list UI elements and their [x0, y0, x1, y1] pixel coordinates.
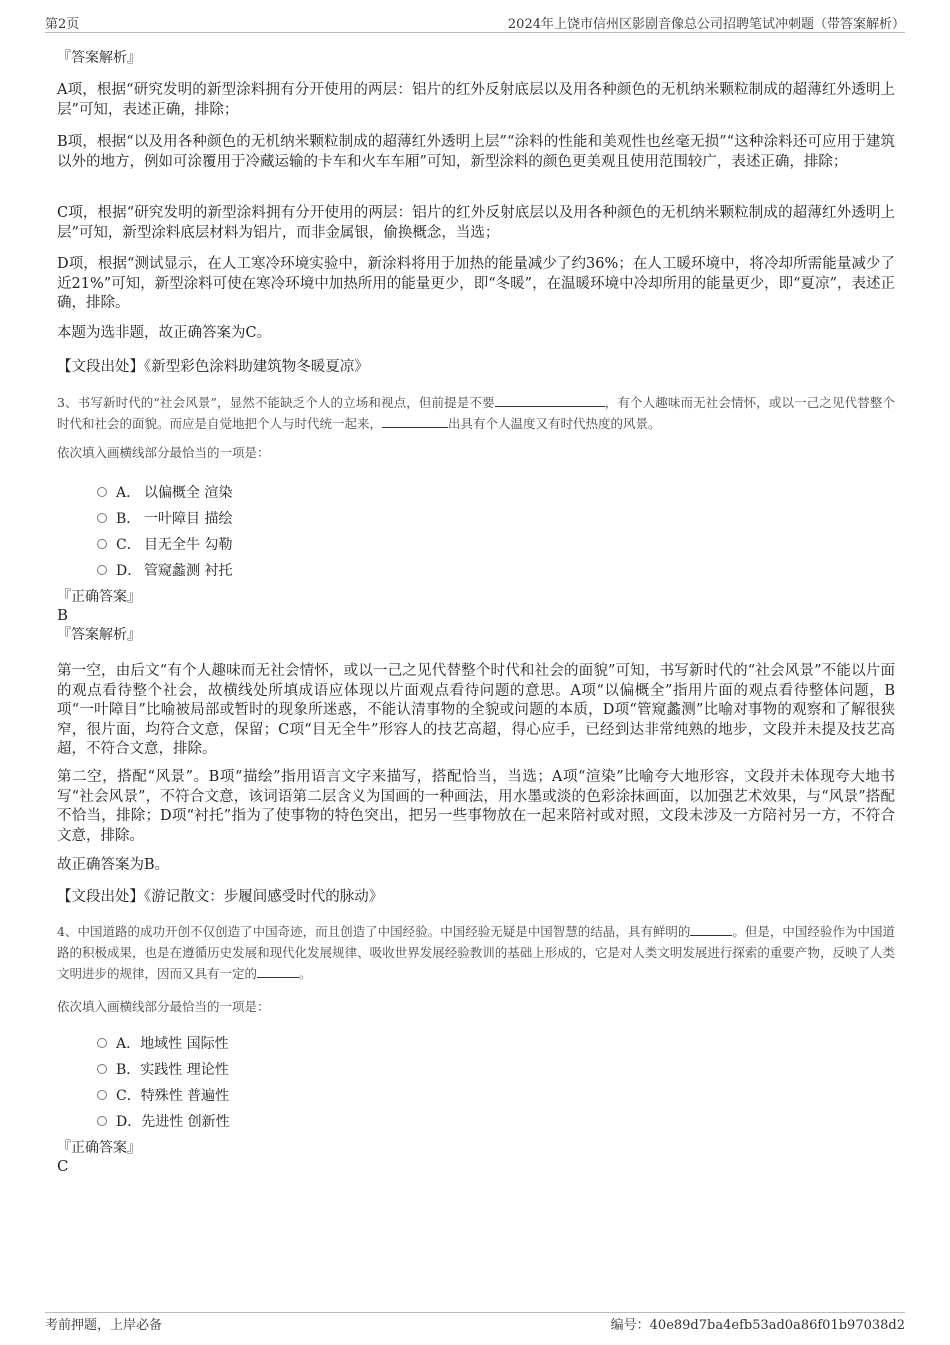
- q4-text-part2: 。但是，中国经验作为中国道路的积极成果，也是在遵循历史发展和现代化发展规律、吸收世界发展经验教训的基础上形成的，它是对人类文明发展进行探索的重要产物，反映了人类文明进步的规律，因而又具有一定的: [57, 924, 895, 981]
- option-letter: C．: [116, 537, 141, 553]
- option-text: 特殊性 普遍性: [140, 1088, 230, 1104]
- radio-icon[interactable]: [97, 539, 107, 549]
- q2-analysis-para-c: C项，根据“研究发明的新型涂料拥有分开使用的两层：铝片的红外反射底层以及用各种颜色的无机纳米颗粒制成的超薄红外透明上层”可知，新型涂料底层材料为铝片，而非金属银，偷换概念，当选；: [57, 205, 895, 241]
- q4-blank-1: [690, 921, 732, 936]
- page-number: 第2页: [45, 16, 80, 32]
- q3-option-d[interactable]: [97, 557, 232, 583]
- option-letter: A．: [116, 485, 141, 501]
- q3-text-part2: ，有个人趣味而无社会情怀，或以一己之见代替整个时代和社会的面貌。而应是自觉地把个人与时代统一起来，: [57, 395, 895, 431]
- radio-icon[interactable]: [97, 487, 107, 497]
- q2-conclusion: 本题为选非题，故正确答案为C。: [57, 325, 272, 341]
- q4-blank-2: [257, 963, 299, 978]
- q3-blank-1: [495, 392, 605, 407]
- radio-icon[interactable]: [97, 1090, 107, 1100]
- option-text: 地域性 国际性: [140, 1036, 229, 1052]
- q4-instruction: 依次填入画横线部分最恰当的一项是：: [57, 999, 270, 1014]
- option-text: 一叶障目 描绘: [144, 511, 233, 527]
- q4-option-b[interactable]: [97, 1056, 230, 1082]
- page-footer: [45, 1312, 905, 1333]
- option-text: 管窥蠡测 衬托: [144, 563, 233, 579]
- q4-text-part3: 。: [299, 966, 312, 981]
- option-letter: A．: [116, 1036, 141, 1052]
- q2-analysis-para-d: D项，根据“测试显示，在人工寒冷环境实验中，新涂料将用于加热的能量减少了约36%；在人工暖环境中，将冷却所需能量减少了近21%”可知，新型涂料可使在寒冷环境中加热所用的能量更少，即“冬暖”，在温暖环境中冷却所用的能量更少，即“夏凉”，表述正确，排除。: [57, 256, 895, 311]
- q3-analysis-para-2: 第二空，搭配“风景”。B项“描绘”指用语言文字来描写，搭配恰当，当选；A项“渲染”比喻夸大地形容，文段并未体现夸大地书写“社会风景”，不符合文意，该词语第二层含义为国画的一种画法，用水墨或淡的色彩涂抹画面，以加强艺术效果，与“风景”搭配不恰当，排除；D项“衬托”指为了使事物的特色突出，把另一些事物放在一起来陪衬或对照，文段未涉及一方陪衬另一方，不符合文意，排除。: [57, 769, 895, 844]
- q4-correct-answer: C: [57, 1157, 69, 1175]
- option-letter: D．: [116, 563, 142, 579]
- q3-option-a[interactable]: [97, 479, 232, 505]
- option-text: 以偏概全 渲染: [144, 485, 233, 501]
- q3-analysis-label: 『答案解析』: [57, 627, 141, 643]
- option-text: 目无全牛 勾勒: [144, 537, 233, 553]
- q3-text-part1: 3、书写新时代的“社会风景”，显然不能缺乏个人的立场和视点，但前提是不要: [57, 395, 495, 410]
- q3-conclusion: 故正确答案为B。: [57, 857, 170, 873]
- q3-analysis-para-1: 第一空，由后文“有个人趣味而无社会情怀，或以一己之见代替整个时代和社会的面貌”可知，书写新时代的“社会风景”不能以片面的观点看待整个社会，故横线处所填成语应体现以片面观点看待问题的意思。A项“以偏概全”指用片面的观点看待整体问题，B项“一叶障目”比喻被局部或暂时的现象所迷惑，不能认清事物的全貌或问题的本质，D项“管窥蠡测”比喻对事物的观察和了解很狭窄，很片面，均符合文意，保留；C项“目无全牛”形容人的技艺高超，得心应手，已经到达非常纯熟的地步，文段并未提及技艺高超，不符合文意，排除。: [57, 663, 895, 757]
- footer-tagline: 考前押题，上岸必备: [45, 1318, 163, 1333]
- q2-analysis-para-b: B项，根据“以及用各种颜色的无机纳米颗粒制成的超薄红外透明上层”“涂料的性能和美观性也丝毫无损”“这种涂料还可应用于建筑以外的地方，例如可涂覆用于冷藏运输的卡车和火车车厢”可知，新型涂料的颜色更美观且使用范围较广，表述正确，排除；: [57, 134, 895, 170]
- q3-option-b[interactable]: [97, 505, 232, 531]
- q4-correct-label: 『正确答案』: [57, 1140, 141, 1156]
- q3-option-c[interactable]: [97, 531, 232, 557]
- option-letter: C．: [116, 1088, 141, 1104]
- option-letter: B．: [116, 511, 141, 527]
- radio-icon[interactable]: [97, 1038, 107, 1048]
- q3-text-part3: 出具有个人温度又有时代热度的风景。: [448, 416, 661, 431]
- document-code: 编号：40e89d7ba4efb53ad0a86f01b97038d2: [610, 1318, 905, 1333]
- q3-source: 【文段出处】《游记散文：步履间感受时代的脉动》: [57, 889, 384, 905]
- q3-blank-2: [382, 413, 448, 428]
- radio-icon[interactable]: [97, 1116, 107, 1126]
- q2-analysis-label: 『答案解析』: [57, 50, 141, 66]
- q3-correct-label: 『正确答案』: [57, 589, 141, 605]
- radio-icon[interactable]: [97, 513, 107, 523]
- q4-option-a[interactable]: [97, 1030, 230, 1056]
- radio-icon[interactable]: [97, 565, 107, 575]
- page-header: [45, 12, 905, 33]
- q2-source: 【文段出处】《新型彩色涂料助建筑物冬暖夏凉》: [57, 359, 369, 375]
- document-title: 2024年上饶市信州区影剧音像总公司招聘笔试冲刺题（带答案解析）: [507, 16, 905, 32]
- option-text: 实践性 理论性: [140, 1062, 229, 1078]
- q3-correct-answer: B: [57, 606, 69, 624]
- q3-options: [97, 479, 232, 583]
- radio-icon[interactable]: [97, 1064, 107, 1074]
- q4-option-d[interactable]: [97, 1108, 230, 1134]
- q3-question-text: [57, 392, 895, 434]
- option-letter: B．: [116, 1062, 141, 1078]
- option-letter: D．: [116, 1114, 142, 1130]
- q4-question-text: [57, 921, 895, 984]
- option-text: 先进性 创新性: [141, 1114, 230, 1130]
- q4-options: [97, 1030, 230, 1134]
- q3-instruction: 依次填入画横线部分最恰当的一项是：: [57, 445, 270, 460]
- q4-text-part1: 4、中国道路的成功开创不仅创造了中国奇迹，而且创造了中国经验。中国经验无疑是中国智慧的结晶，具有鲜明的: [57, 924, 691, 939]
- q4-option-c[interactable]: [97, 1082, 230, 1108]
- q2-analysis-para-a: A项，根据“研究发明的新型涂料拥有分开使用的两层：铝片的红外反射底层以及用各种颜色的无机纳米颗粒制成的超薄红外透明上层”可知，表述正确，排除；: [57, 82, 895, 118]
